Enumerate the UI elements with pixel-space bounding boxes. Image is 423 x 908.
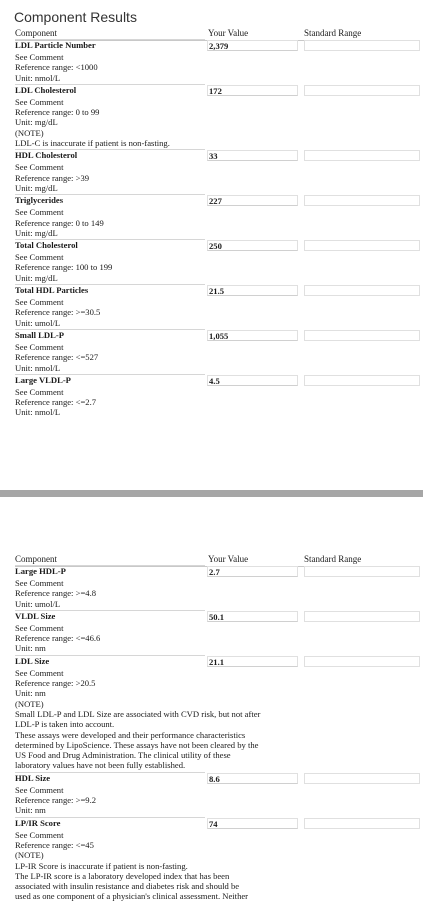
see-comment-link[interactable]: See Comment bbox=[15, 622, 64, 633]
see-comment-link[interactable]: See Comment bbox=[15, 297, 64, 308]
detail-line: Unit: mg/dL bbox=[15, 272, 58, 283]
header-standard-range: Standard Range bbox=[304, 28, 362, 38]
see-comment-link[interactable]: See Comment bbox=[15, 829, 64, 840]
component-name: LP/IR Score bbox=[15, 817, 61, 828]
standard-range-cell bbox=[304, 818, 420, 829]
result-row-header bbox=[0, 655, 423, 667]
detail-line: Reference range: >=4.8 bbox=[15, 588, 97, 599]
component-details bbox=[0, 577, 285, 610]
standard-range-cell bbox=[304, 611, 420, 622]
page-separator bbox=[0, 490, 423, 497]
component-details bbox=[0, 51, 285, 84]
component-name: Small LDL-P bbox=[15, 329, 64, 340]
header-your-value: Your Value bbox=[208, 554, 249, 564]
see-comment-link[interactable]: See Comment bbox=[15, 386, 64, 397]
detail-line: Reference range: >=30.5 bbox=[15, 307, 101, 318]
result-row bbox=[0, 610, 423, 655]
standard-range-cell bbox=[304, 656, 420, 667]
header-component: Component bbox=[15, 554, 57, 564]
component-value: 4.5 bbox=[207, 375, 298, 386]
detail-line: Reference range: <=45 bbox=[15, 839, 94, 850]
result-row bbox=[0, 655, 423, 772]
component-name: Large HDL-P bbox=[15, 566, 66, 576]
component-name: Total HDL Particles bbox=[15, 285, 89, 296]
result-row-header bbox=[0, 374, 423, 386]
component-name: HDL Size bbox=[15, 772, 51, 783]
see-comment-link[interactable]: See Comment bbox=[15, 207, 64, 218]
detail-line: LDL-P is taken into account. bbox=[15, 719, 115, 730]
result-row-header bbox=[0, 610, 423, 622]
component-value: 21.5 bbox=[207, 285, 298, 296]
detail-line: Unit: nm bbox=[15, 643, 46, 654]
standard-range-cell bbox=[304, 195, 420, 206]
detail-line: Unit: umol/L bbox=[15, 598, 61, 609]
standard-range-cell bbox=[304, 330, 420, 341]
component-details bbox=[0, 829, 285, 903]
detail-line: Small LDL-P and LDL Size are associated with CVD risk, but not after bbox=[15, 708, 261, 719]
component-value: 33 bbox=[207, 150, 298, 161]
component-details bbox=[0, 667, 285, 772]
component-details bbox=[0, 296, 285, 329]
result-row bbox=[0, 374, 423, 419]
results-page-2 bbox=[0, 497, 423, 908]
page-title: Component Results bbox=[14, 9, 137, 25]
detail-line: Reference range: 0 to 149 bbox=[15, 217, 104, 228]
header-standard-range: Standard Range bbox=[304, 554, 362, 564]
result-row-header bbox=[0, 149, 423, 161]
see-comment-link[interactable]: See Comment bbox=[15, 341, 64, 352]
result-row bbox=[0, 39, 423, 84]
detail-line: Reference range: >=9.2 bbox=[15, 795, 97, 806]
result-row bbox=[0, 329, 423, 374]
component-value: 8.6 bbox=[207, 773, 298, 784]
detail-line: Unit: nmol/L bbox=[15, 362, 61, 373]
result-row-header bbox=[0, 284, 423, 296]
standard-range-cell bbox=[304, 566, 420, 577]
component-details bbox=[0, 96, 285, 149]
detail-line: The LP-IR score is a laboratory developed index that has been bbox=[15, 870, 230, 881]
detail-line: used as one component of a physician's clinical assessment. Neither bbox=[15, 891, 249, 902]
component-value: 1,055 bbox=[207, 330, 298, 341]
result-row bbox=[0, 239, 423, 284]
component-value: 250 bbox=[207, 240, 298, 251]
component-name: VLDL Size bbox=[15, 610, 56, 621]
detail-line: determined by LipoScience. These assays have not been cleared by the bbox=[15, 739, 259, 750]
detail-line: LP-IR Score is inaccurate if patient is non-fasting. bbox=[15, 860, 188, 871]
result-row-header bbox=[0, 194, 423, 206]
see-comment-link[interactable]: See Comment bbox=[15, 578, 64, 588]
component-name: Total Cholesterol bbox=[15, 240, 78, 251]
component-name: LDL Particle Number bbox=[15, 40, 96, 50]
result-row bbox=[0, 84, 423, 149]
see-comment-link[interactable]: See Comment bbox=[15, 784, 64, 795]
component-value: 2.7 bbox=[207, 566, 298, 577]
result-row-header bbox=[0, 772, 423, 784]
result-row-header bbox=[0, 84, 423, 96]
component-value: 50.1 bbox=[207, 611, 298, 622]
results-list bbox=[0, 565, 423, 903]
see-comment-link[interactable]: See Comment bbox=[15, 96, 64, 107]
see-comment-link[interactable]: See Comment bbox=[15, 162, 64, 173]
result-row-header bbox=[0, 565, 423, 577]
detail-line: (NOTE) bbox=[15, 127, 44, 138]
detail-line: (NOTE) bbox=[15, 698, 44, 709]
result-row-header bbox=[0, 817, 423, 829]
component-details bbox=[0, 622, 285, 655]
detail-line: US Food and Drug Administration. The clinical utility of these bbox=[15, 750, 231, 761]
result-row bbox=[0, 149, 423, 194]
detail-line: Unit: mg/dL bbox=[15, 227, 58, 238]
component-name: LDL Cholesterol bbox=[15, 84, 77, 95]
standard-range-cell bbox=[304, 375, 420, 386]
component-value: 227 bbox=[207, 195, 298, 206]
component-name: LDL Size bbox=[15, 655, 50, 666]
component-details bbox=[0, 251, 285, 284]
component-details bbox=[0, 206, 285, 239]
result-row bbox=[0, 565, 423, 610]
detail-line: Reference range: <=2.7 bbox=[15, 397, 97, 408]
component-value: 21.1 bbox=[207, 656, 298, 667]
component-details bbox=[0, 784, 285, 817]
detail-line: Unit: mg/dL bbox=[15, 182, 58, 193]
component-name: HDL Cholesterol bbox=[15, 150, 78, 161]
see-comment-link[interactable]: See Comment bbox=[15, 252, 64, 263]
detail-line: Unit: nm bbox=[15, 688, 46, 699]
detail-line: Reference range: 100 to 199 bbox=[15, 262, 113, 273]
see-comment-link[interactable]: See Comment bbox=[15, 52, 64, 62]
standard-range-cell bbox=[304, 240, 420, 251]
detail-line: laboratory values have not been fully established. bbox=[15, 760, 186, 771]
detail-line: Unit: nmol/L bbox=[15, 407, 61, 418]
standard-range-cell bbox=[304, 773, 420, 784]
result-row bbox=[0, 817, 423, 903]
standard-range-cell bbox=[304, 40, 420, 51]
detail-line: LDL-C is inaccurate if patient is non-fasting. bbox=[15, 138, 170, 149]
result-row bbox=[0, 772, 423, 817]
detail-line: Unit: nm bbox=[15, 805, 46, 816]
standard-range-cell bbox=[304, 85, 420, 96]
detail-line: Reference range: 0 to 99 bbox=[15, 107, 100, 118]
detail-line: Unit: umol/L bbox=[15, 317, 61, 328]
see-comment-link[interactable]: See Comment bbox=[15, 667, 64, 678]
detail-line: associated with insulin resistance and diabetes risk and should be bbox=[15, 881, 240, 892]
detail-line: Reference range: >39 bbox=[15, 172, 90, 183]
component-name: Triglycerides bbox=[15, 195, 64, 206]
detail-line: Reference range: <=46.6 bbox=[15, 633, 101, 644]
component-value: 172 bbox=[207, 85, 298, 96]
detail-line: These assays were developed and their performance characteristics bbox=[15, 729, 246, 740]
component-details bbox=[0, 161, 285, 194]
detail-line: Unit: mg/dL bbox=[15, 117, 58, 128]
detail-line: Unit: nmol/L bbox=[15, 72, 61, 83]
standard-range-cell bbox=[304, 150, 420, 161]
header-your-value: Your Value bbox=[208, 28, 249, 38]
detail-line: Reference range: >20.5 bbox=[15, 678, 96, 689]
result-row bbox=[0, 194, 423, 239]
detail-line: (NOTE) bbox=[15, 850, 44, 861]
header-component: Component bbox=[15, 28, 57, 38]
result-row-header bbox=[0, 239, 423, 251]
component-value: 2,379 bbox=[207, 40, 298, 51]
result-row-header bbox=[0, 329, 423, 341]
detail-line: Reference range: <1000 bbox=[15, 62, 98, 73]
result-row bbox=[0, 284, 423, 329]
component-value: 74 bbox=[207, 818, 298, 829]
result-row-header bbox=[0, 39, 423, 51]
component-name: Large VLDL-P bbox=[15, 374, 71, 385]
standard-range-cell bbox=[304, 285, 420, 296]
detail-line: Reference range: <=527 bbox=[15, 352, 99, 363]
results-list bbox=[0, 39, 423, 419]
component-details bbox=[0, 341, 285, 374]
component-details bbox=[0, 386, 285, 419]
